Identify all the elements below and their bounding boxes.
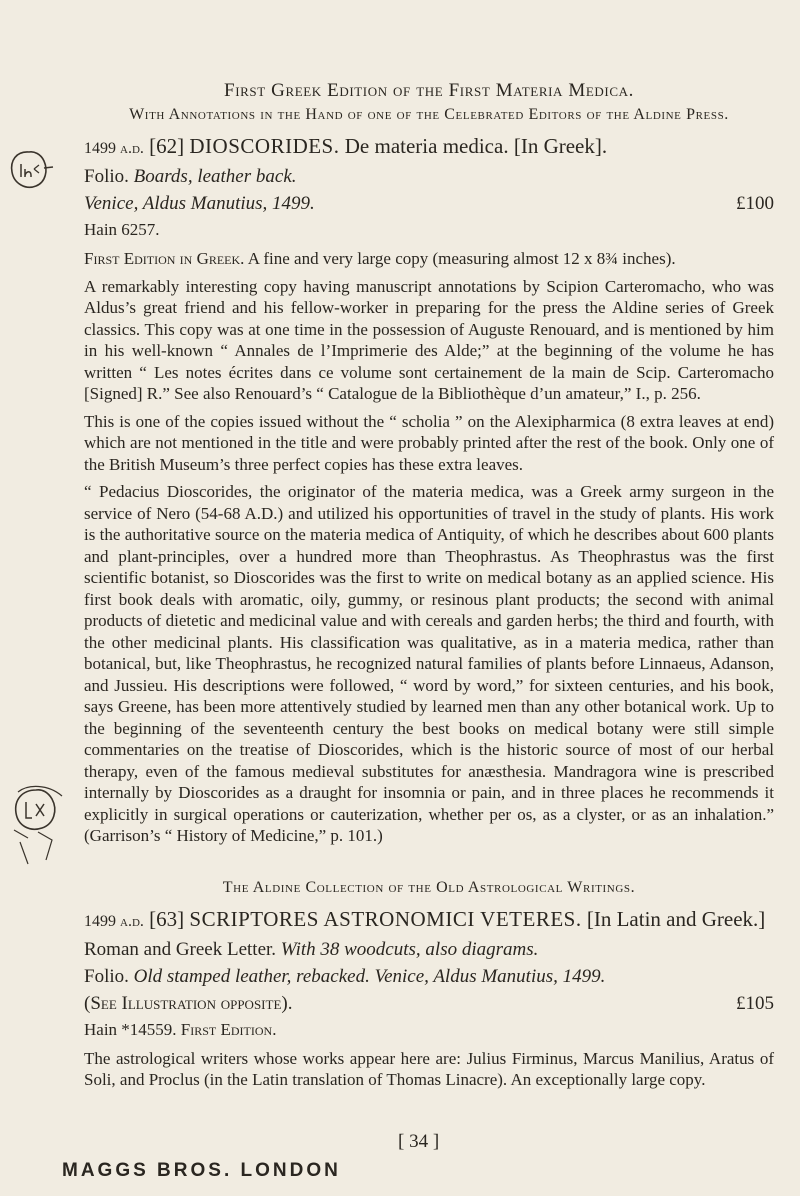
format: Folio. [84,166,129,187]
entry-scriptores [84,877,774,1091]
illustration-note: (See Illustration opposite). [84,992,293,1014]
quotation-paragraph: “ Pedacius Dioscorides, the originator of the materia medica, was a Greek army surgeon in the service of Nero (54-68 A.D.) and utilized his opportunities of travel in the study of plants. His work is the authoritative source on the materia medica of Antiquity, of which he describes about 600 plants and plant-principles, over a hundred more than Theophrastus. As Theophrastus was the first scientific botanist, so Dioscorides was the first to write on medical botany as an applied science. His first book deals with aromatic, oily, gummy, or resinous plant products; the second with animal products of dietetic and medicinal value and with cereals and garden herbs; the third and fourth, with the other medicinal plants. His classification was qualitative, as in a materia medica, rather than botanical, but, like Theophrastus, he recognized natural families of plants before Linnaeus, Adanson, and Jussieu. His descriptions were followed, “ word by word,” for sixteen centuries, and his book, says Greene, has been more attentively studied by learned men than any other botanical work. Up to the beginning of the seventeenth century the best books on medical botany were still simple commentaries on the treatise of Dioscorides, which is the historic source of most of our herbal therapy, even of the famous medieval substitutes for anæsthesia. Mandragora wine is prescribed internally by Dioscorides as a draught for insomnia or pain, and in three places he recommends it explicitly in surgical operations or cauterization, whether per os, as a clyster, or as an inhalation.” (Garrison’s “ History of Medicine,” p. 101.) [84,482,774,845]
entry-heading: The Aldine Collection of the Old Astrological Writings. [222,878,636,896]
entry-heading: First Greek Edition of the First Materia Medica. [224,80,634,101]
binding: Old stamped leather, rebacked. [133,965,370,987]
letter-type: Roman and Greek Letter. [84,938,277,960]
entry-dioscorides [84,78,774,847]
binding: Boards, leather back. [133,166,297,187]
price: £105 [736,992,774,1014]
hain-number: Hain *14559. [84,1019,177,1039]
edition-label: First Edition in Greek. [84,249,245,268]
woodcuts: With 38 woodcuts, also diagrams. [280,938,539,960]
author-title: DIOSCORIDES. [189,134,340,158]
author-title: SCRIPTORES ASTRONOMICI VETERES. [189,906,582,931]
description-paragraph [84,248,774,270]
hain-reference: Hain 6257. [84,220,160,239]
main-content [84,78,774,1091]
entry-subheading: With Annotations in the Hand of one of the Celebrated Editors of the Aldine Press. [129,106,729,123]
publisher-footer: MAGGS BROS. LONDON [62,1160,341,1181]
page-number: [ 34 ] [398,1131,440,1152]
letter-line [84,936,774,963]
illustration-row [84,990,774,1017]
lot-number: [63] [149,906,185,931]
description-paragraph: This is one of the copies issued without the “ scholia ” on the Alexipharmica (8 extra leaves at end) which are not mentioned in the title and were probably printed after the rest of the book. Only one of the British Museum’s three perfect copies has these extra leaves. [84,411,774,474]
entry-title-line [84,132,774,163]
price: £100 [736,193,774,214]
language-note: [In Latin and Greek.] [586,906,766,931]
format-line [84,163,774,190]
description-paragraph: The astrological writers whose works appear here are: Julius Firminus, Marcus Manilius, Aratus of Soli, and Proclus (in the Latin translation of Thomas Linacre). An exceptionally large copy. [84,1048,774,1089]
work-title: De materia medica. [344,134,509,158]
imprint-row [84,190,774,217]
hand-drawn-circle-mark-icon [4,144,54,196]
lot-number: [62] [149,134,185,158]
entry-title-line [84,905,774,936]
paragraph-text: A fine and very large copy (measuring almost 12 x 8¾ inches). [247,249,676,268]
format-line [84,963,774,990]
entry-date: 1499 a.d. [84,912,144,930]
edition-label: First Edition. [180,1019,277,1039]
language-note: [In Greek]. [513,134,608,158]
hand-drawn-circle-mark-icon [8,780,70,866]
imprint: Venice, Aldus Manutius, 1499. [374,965,606,987]
description-paragraph: A remarkably interesting copy having manuscript annotations by Scipion Carteromacho, who was Aldus’s great friend and his fellow-worker in preparing for the press the Aldine series of Greek classics. This copy was at one time in the possession of Auguste Renouard, and is mentioned by him in his well-known “ Annales de l’Imprimerie des Alde;” at the beginning of the volume he has written “ Les notes écrites dans ce volume sont certainement de la main de Scip. Carteromacho [Signed] R.” See also Renouard’s “ Catalogue de la Bibliothèque d’un amateur,” I., p. 256. [84,276,774,403]
entry-date: 1499 a.d. [84,140,144,157]
hain-reference [84,1017,774,1042]
format: Folio. [84,965,129,987]
imprint: Venice, Aldus Manutius, 1499. [84,193,315,214]
